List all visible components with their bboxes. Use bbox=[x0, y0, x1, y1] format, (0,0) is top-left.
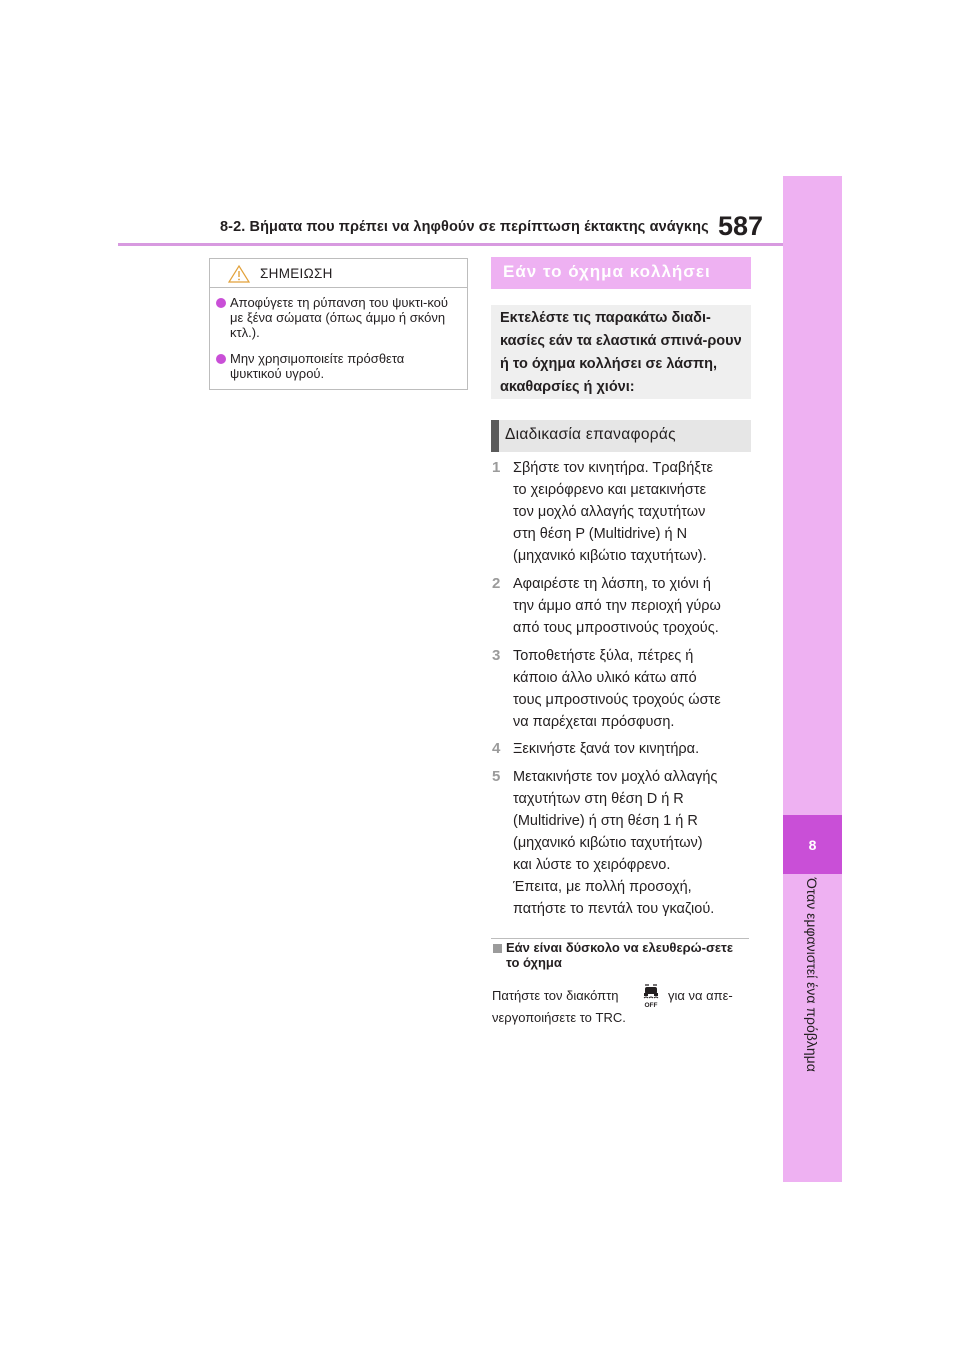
subsection-square-icon bbox=[493, 944, 502, 953]
warning-triangle-icon bbox=[228, 265, 250, 283]
trc-off-label: OFF bbox=[644, 1002, 658, 1008]
procedure-step bbox=[492, 573, 752, 639]
step-text: Αφαιρέστε τη λάσπη, το χιόνι ή την άμμο από την περιοχή γύρω από τους μπροστινούς τροχούς. bbox=[513, 576, 721, 636]
bullet-dot-icon bbox=[216, 298, 226, 308]
note-item: Αποφύγετε τη ρύπανση του ψυκτι-κού με ξένα σώματα (όπως άμμο ή σκόνη κτλ.). bbox=[216, 295, 461, 340]
step-number: 1 bbox=[492, 459, 501, 476]
subsection-text: Πατήστε τον διακόπτη bbox=[492, 988, 619, 1003]
header-divider bbox=[118, 243, 783, 246]
step-text: Ξεκινήστε ξανά τον κινητήρα. bbox=[513, 741, 700, 757]
step-number: 3 bbox=[492, 647, 501, 664]
step-text: Σβήστε τον κινητήρα. Τραβήξτε το χειρόφρενο και μετακινήστε τον μοχλό αλλαγής ταχυτήτων στη θέση P (Multidrive) ή N (μηχανικό κιβώτιο ταχυτήτων). bbox=[513, 460, 713, 564]
procedure-title-accent bbox=[491, 420, 499, 452]
intro-text: Εκτελέστε τις παρακάτω διαδι-κασίες εάν τα ελαστικά σπινά-ρουν ή το όχημα κολλήσει σε λάσπη, ακαθαρσίες ή χιόνι: bbox=[500, 310, 742, 395]
page-header-title: 8-2. Βήματα που πρέπει να ληφθούν σε περίπτωση έκτακτης ανάγκης bbox=[220, 219, 709, 235]
step-text: Μετακινήστε τον μοχλό αλλαγής ταχυτήτων στη θέση D ή R (Multidrive) ή στη θέση 1 ή R (μηχανικό κιβώτιο ταχυτήτων) και λύστε το χειρόφρενο. Έπειτα, με πολλή προσοχή, πατήστε το πεντάλ του γκαζιού. bbox=[513, 769, 718, 917]
note-box bbox=[209, 258, 468, 390]
note-title: ΣΗΜΕΙΩΣΗ bbox=[260, 266, 333, 281]
procedure-step bbox=[492, 457, 752, 567]
step-text: Τοποθετήστε ξύλα, πέτρες ή κάποιο άλλο υλικό κάτω από τους μπροστινούς τροχούς ώστε να παρέχεται πρόσφυση. bbox=[513, 648, 721, 730]
bullet-dot-icon bbox=[216, 354, 226, 364]
note-item: Μην χρησιμοποιείτε πρόσθετα ψυκτικού υγρού. bbox=[216, 351, 461, 381]
subsection-text: για να απε- bbox=[668, 988, 733, 1003]
procedure-step bbox=[492, 645, 752, 733]
procedure-title: Διαδικασία επαναφοράς bbox=[505, 426, 676, 443]
procedure-step bbox=[492, 766, 752, 920]
note-header bbox=[210, 259, 467, 288]
subsection-divider bbox=[491, 938, 749, 939]
page-number: 587 bbox=[718, 211, 764, 241]
step-number: 5 bbox=[492, 768, 501, 785]
section-title: Εάν το όχημα κολλήσει bbox=[503, 262, 711, 281]
chapter-title-vertical: Όταν εμφανιστεί ένα πρόβλημα bbox=[804, 878, 820, 1072]
step-number: 4 bbox=[492, 740, 501, 757]
subsection-text: νεργοποιήσετε το TRC. bbox=[492, 1010, 626, 1025]
step-number: 2 bbox=[492, 575, 501, 592]
subsection-title: Εάν είναι δύσκολο να ελευθερώ-σετε το όχημα bbox=[506, 940, 734, 970]
procedure-step bbox=[492, 738, 752, 760]
chapter-number-badge: 8 bbox=[783, 815, 842, 874]
trc-off-icon bbox=[640, 982, 662, 1008]
